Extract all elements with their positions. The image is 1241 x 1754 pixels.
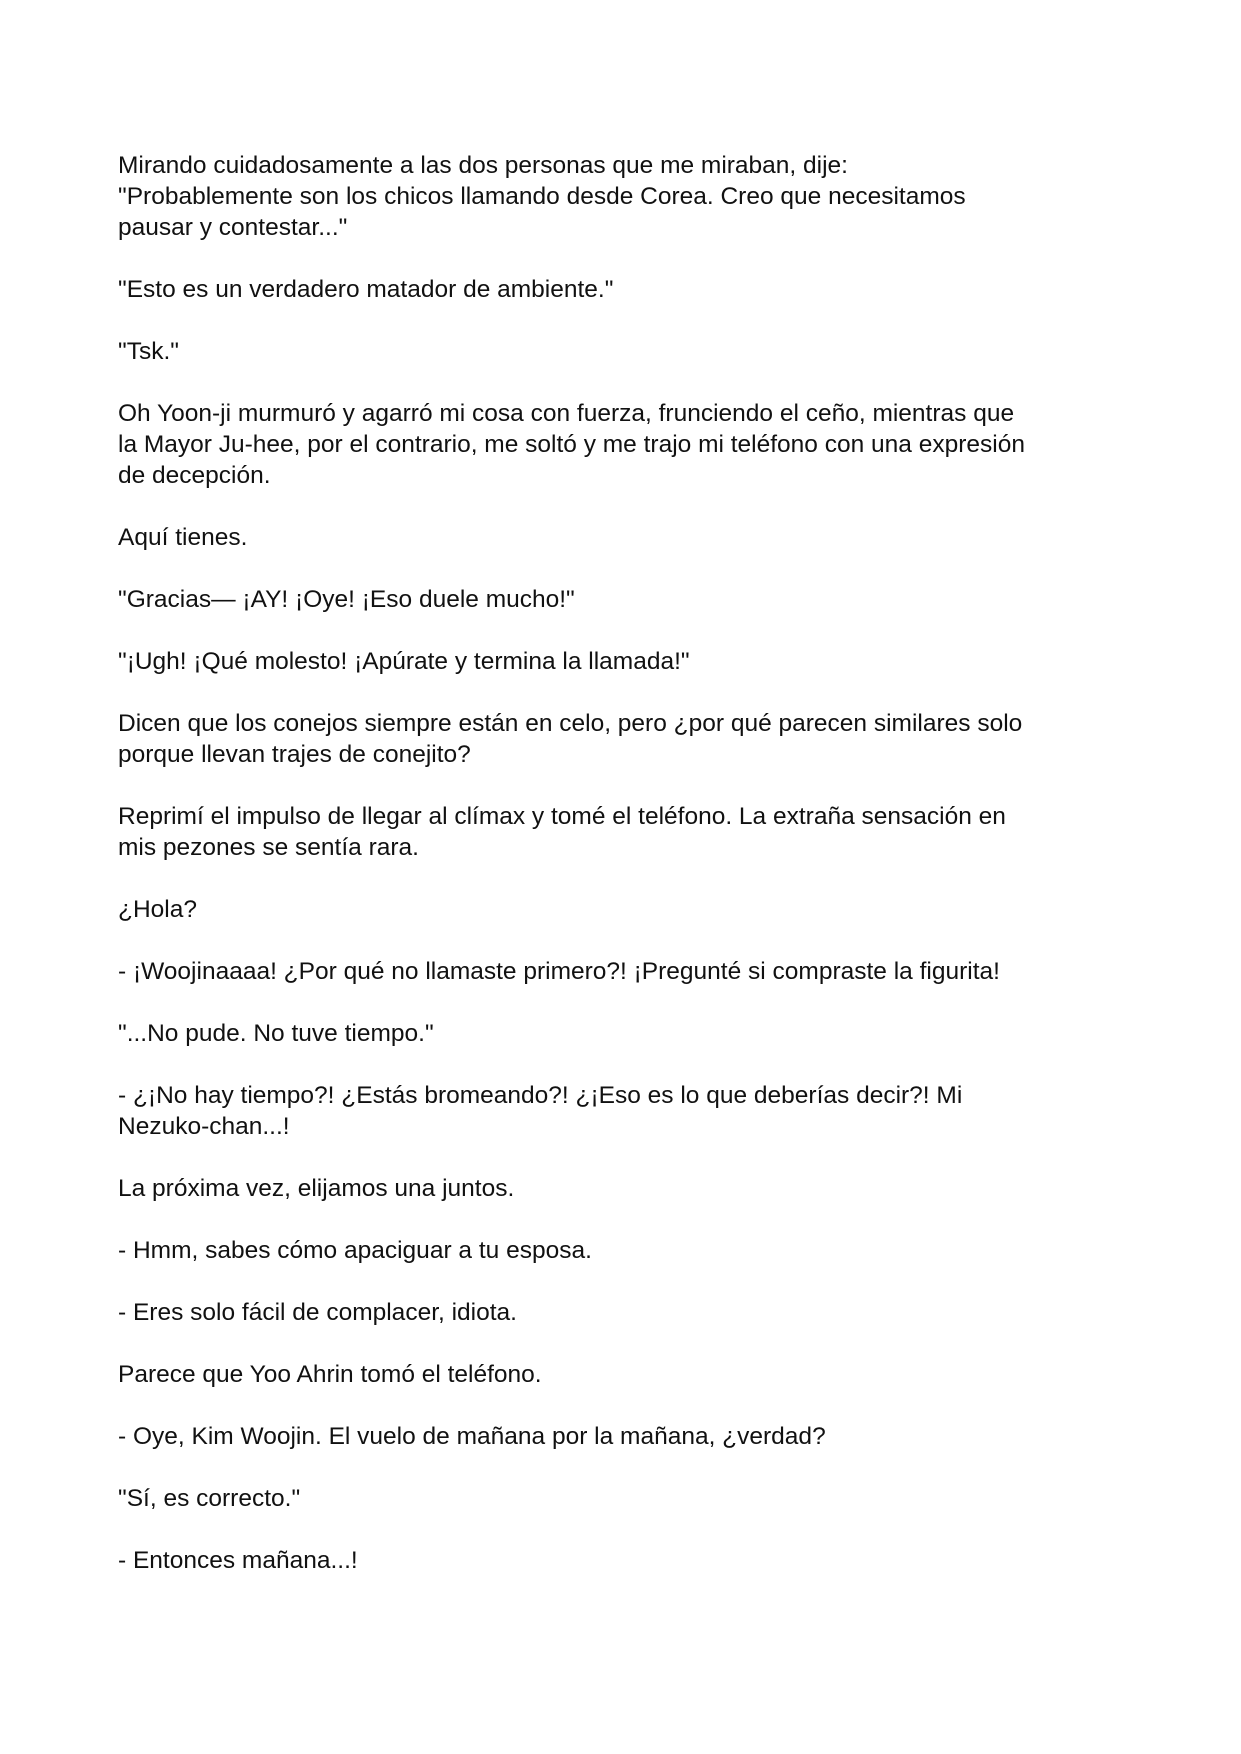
paragraph (118, 1545, 1128, 1576)
paragraph (118, 398, 1128, 491)
text-line: Dicen que los conejos siempre están en celo, pero ¿por qué parecen similares solo (118, 710, 1023, 737)
text-line: Aquí tienes. (118, 524, 248, 551)
text-line: porque llevan trajes de conejito? (118, 741, 471, 768)
paragraph (118, 584, 1128, 615)
paragraph (118, 1483, 1128, 1514)
text-line: - ¿¡No hay tiempo?! ¿Estás bromeando?! ¿¡Eso es lo que deberías decir?! Mi (118, 1082, 963, 1109)
text-line: Oh Yoon-ji murmuró y agarró mi cosa con fuerza, frunciendo el ceño, mientras que (118, 400, 1015, 427)
text-line: "Sí, es correcto." (118, 1485, 301, 1512)
paragraph (118, 801, 1128, 863)
text-line: - Eres solo fácil de complacer, idiota. (118, 1299, 517, 1326)
text-line: de decepción. (118, 462, 271, 489)
paragraph (118, 1235, 1128, 1266)
paragraph (118, 1421, 1128, 1452)
text-line: - Oye, Kim Woojin. El vuelo de mañana por la mañana, ¿verdad? (118, 1423, 826, 1450)
text-line: La próxima vez, elijamos una juntos. (118, 1175, 515, 1202)
text-line: "...No pude. No tuve tiempo." (118, 1020, 434, 1047)
paragraph (118, 1297, 1128, 1328)
paragraph (118, 522, 1128, 553)
paragraph (118, 1080, 1128, 1142)
paragraph (118, 956, 1128, 987)
paragraph (118, 274, 1128, 305)
text-line: - Hmm, sabes cómo apaciguar a tu esposa. (118, 1237, 592, 1264)
text-line: Mirando cuidadosamente a las dos personas que me miraban, dije: (118, 152, 848, 179)
text-line: - Entonces mañana...! (118, 1547, 358, 1574)
paragraph (118, 894, 1128, 925)
text-line: Reprimí el impulso de llegar al clímax y tomé el teléfono. La extraña sensación en (118, 803, 1006, 830)
text-line: pausar y contestar..." (118, 214, 348, 241)
text-line: Parece que Yoo Ahrin tomó el teléfono. (118, 1361, 542, 1388)
paragraph (118, 646, 1128, 677)
text-line: "Esto es un verdadero matador de ambiente." (118, 276, 614, 303)
text-line: "Gracias— ¡AY! ¡Oye! ¡Eso duele mucho!" (118, 586, 575, 613)
text-line: "¡Ugh! ¡Qué molesto! ¡Apúrate y termina la llamada!" (118, 648, 690, 675)
text-line: mis pezones se sentía rara. (118, 834, 419, 861)
paragraph (118, 1359, 1128, 1390)
text-line: "Probablemente son los chicos llamando desde Corea. Creo que necesitamos (118, 183, 966, 210)
paragraph (118, 708, 1128, 770)
text-line: ¿Hola? (118, 896, 197, 923)
text-line: la Mayor Ju-hee, por el contrario, me soltó y me trajo mi teléfono con una expresión (118, 431, 1025, 458)
text-line: - ¡Woojinaaaa! ¿Por qué no llamaste primero?! ¡Pregunté si compraste la figurita! (118, 958, 1000, 985)
paragraph (118, 336, 1128, 367)
text-line: "Tsk." (118, 338, 179, 365)
text-line: Nezuko-chan...! (118, 1113, 290, 1140)
paragraph (118, 150, 1128, 243)
paragraph (118, 1173, 1128, 1204)
document-body (118, 150, 1128, 1607)
paragraph (118, 1018, 1128, 1049)
